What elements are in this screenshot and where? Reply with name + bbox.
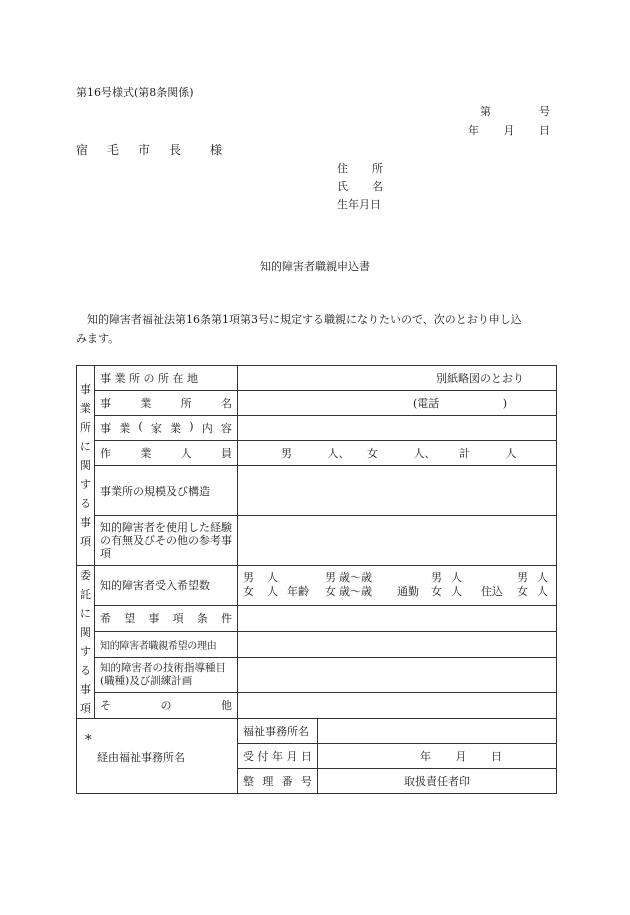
other-value[interactable] bbox=[238, 692, 557, 718]
business-label-char: 業 bbox=[119, 422, 131, 435]
ref-label-char: 号 bbox=[300, 775, 312, 788]
conditions-label-char: 項 bbox=[172, 612, 184, 626]
acceptance-value[interactable] bbox=[238, 566, 557, 606]
row-reason bbox=[77, 632, 557, 658]
other-label bbox=[95, 692, 238, 718]
other-label-char: の bbox=[160, 699, 172, 713]
workers-unit: 人、 bbox=[413, 447, 436, 460]
reason-value[interactable] bbox=[238, 632, 557, 658]
row-acceptance bbox=[77, 566, 557, 606]
received-label-char: 年 bbox=[272, 750, 283, 763]
phone-close: ) bbox=[502, 397, 508, 410]
office-label-char: 業 bbox=[140, 397, 152, 410]
commute-female: 女 bbox=[431, 585, 442, 599]
conditions-label-char: 希 bbox=[100, 612, 111, 626]
addressee-honorific: 様 bbox=[209, 143, 222, 157]
workers-label-char: 業 bbox=[140, 447, 152, 460]
live-in-unit: 人 bbox=[537, 571, 548, 585]
ref-label-char: 整 bbox=[243, 775, 254, 788]
commute-label: 通勤 bbox=[397, 585, 419, 599]
received-label-char: 受 bbox=[243, 750, 254, 763]
business-label-char: 家 bbox=[150, 422, 162, 435]
acceptance-line2 bbox=[241, 585, 553, 599]
addressee bbox=[76, 141, 222, 158]
office-label-char: 所 bbox=[180, 397, 192, 410]
age-female: 女 bbox=[325, 585, 336, 599]
section1-header-char: 所 bbox=[80, 421, 91, 434]
conditions-label-char: 事 bbox=[148, 612, 160, 626]
conditions-label-char: 望 bbox=[124, 612, 136, 626]
handler-seal-cell[interactable]: 取扱責任者印 bbox=[318, 769, 557, 794]
section2-header-char: る bbox=[80, 664, 91, 677]
section1-header-char: に bbox=[80, 440, 91, 453]
live-in-female: 女 bbox=[517, 585, 528, 599]
row-workers bbox=[77, 441, 557, 466]
addressee-char: 市 bbox=[137, 143, 150, 157]
date-year: 年 bbox=[468, 124, 479, 137]
application-form-table bbox=[76, 365, 557, 794]
applicant-birthdate-label: 生年月日 bbox=[337, 198, 381, 211]
form-number: 第16号様式(第8条関係) bbox=[76, 86, 194, 99]
acc-unit: 人 bbox=[267, 571, 278, 585]
page-title: 知的障害者職親申込書 bbox=[260, 260, 370, 273]
doc-no-prefix: 第 bbox=[480, 105, 491, 118]
date-day: 日 bbox=[539, 124, 550, 137]
address-label-char: 所 bbox=[372, 162, 383, 175]
addressee-char: 毛 bbox=[106, 143, 119, 157]
phone-open: (電話 bbox=[413, 397, 440, 410]
row-office-name bbox=[77, 391, 557, 416]
received-label-char: 付 bbox=[257, 750, 269, 763]
section2-header-char: 項 bbox=[80, 702, 91, 715]
received-label-char: 日 bbox=[301, 750, 312, 763]
acc-unit: 人 bbox=[267, 585, 278, 599]
section2-header-char: す bbox=[80, 645, 91, 658]
acceptance-label: 知的障害者受入希望数 bbox=[95, 566, 238, 606]
age-male: 男 bbox=[325, 571, 336, 585]
live-in-male: 男 bbox=[517, 571, 528, 585]
address-label-char: 住 bbox=[337, 162, 348, 175]
reference-number-label bbox=[238, 769, 318, 794]
received-label-char: 月 bbox=[286, 750, 298, 763]
other-label-char: 他 bbox=[221, 699, 232, 713]
workers-male: 男 bbox=[281, 447, 292, 460]
applicant-name-label bbox=[337, 178, 383, 194]
experience-label: 知的障害者を使用した経験の有無及びその他の参考事項 bbox=[95, 516, 238, 566]
document-date bbox=[468, 122, 550, 138]
live-in-unit: 人 bbox=[537, 585, 548, 599]
body-text-line1: 知的障害者福祉法第16条第1項第3号に規定する職親になりたいので、次のとおり申し込 bbox=[87, 313, 522, 326]
addressee-char: 長 bbox=[168, 143, 181, 157]
section2-header-char: 委 bbox=[80, 569, 91, 582]
commute-male: 男 bbox=[431, 571, 442, 585]
workers-label bbox=[95, 441, 238, 466]
conditions-label-char: 件 bbox=[220, 612, 232, 626]
scale-value[interactable] bbox=[238, 466, 557, 516]
body-text-line2: みます。 bbox=[76, 332, 120, 345]
commute-unit: 人 bbox=[451, 585, 462, 599]
section1-header-char: 業 bbox=[80, 402, 91, 415]
business-label-char: ( bbox=[138, 420, 143, 433]
received-date-label bbox=[238, 744, 318, 769]
business-label-char: 業 bbox=[170, 422, 182, 435]
row-welfare-office bbox=[77, 719, 557, 744]
workers-unit: 人 bbox=[505, 447, 517, 460]
via-welfare-office-label: 経由福祉事務所名 bbox=[97, 751, 185, 764]
section2-header-char: に bbox=[80, 607, 91, 620]
row-conditions bbox=[77, 605, 557, 631]
training-label: 知的障害者の技術指導種目(職種)及び訓練計画 bbox=[95, 658, 238, 693]
workers-value[interactable] bbox=[238, 441, 557, 466]
age-label: 年齢 bbox=[287, 585, 309, 599]
row-scale bbox=[77, 466, 557, 516]
row-training bbox=[77, 658, 557, 693]
date-month: 月 bbox=[503, 124, 515, 137]
scale-label: 事業所の規模及び構造 bbox=[95, 466, 238, 516]
live-in-label: 住込 bbox=[481, 585, 503, 599]
section2-header bbox=[77, 566, 95, 719]
experience-value[interactable] bbox=[238, 516, 557, 566]
asterisk-mark: * bbox=[85, 733, 92, 748]
workers-label-char: 人 bbox=[180, 447, 192, 460]
office-label-char: 名 bbox=[220, 397, 232, 410]
conditions-value[interactable] bbox=[238, 605, 557, 631]
other-label-char: そ bbox=[100, 699, 111, 713]
acceptance-line1 bbox=[241, 571, 553, 585]
addressee-char: 宿 bbox=[76, 143, 89, 157]
received-date-value[interactable] bbox=[318, 744, 557, 769]
ref-label-char: 理 bbox=[262, 775, 274, 788]
age-range: 歳〜歳 bbox=[339, 585, 372, 599]
welfare-office-value[interactable] bbox=[318, 719, 557, 744]
workers-label-char: 員 bbox=[220, 447, 232, 460]
section1-header-char: 事 bbox=[80, 383, 91, 396]
section2-header-char: 事 bbox=[80, 683, 91, 696]
doc-no-suffix: 号 bbox=[539, 105, 550, 118]
row-other bbox=[77, 692, 557, 718]
business-label bbox=[95, 416, 238, 441]
document-number bbox=[480, 103, 550, 119]
section2-header-char: 託 bbox=[80, 588, 91, 601]
office-name-value[interactable] bbox=[238, 391, 557, 416]
business-label-char: 事 bbox=[100, 422, 111, 435]
age-range: 歳〜歳 bbox=[339, 571, 372, 585]
row-business bbox=[77, 416, 557, 441]
location-value[interactable]: 別紙略図のとおり bbox=[238, 366, 557, 391]
section1-header bbox=[77, 366, 95, 566]
section1-header-char: 項 bbox=[80, 535, 91, 548]
section1-header-char: 事 bbox=[80, 516, 91, 529]
workers-unit: 人、 bbox=[327, 447, 350, 460]
applicant-address-label bbox=[337, 160, 383, 176]
name-label-char: 名 bbox=[372, 180, 383, 193]
welfare-office-label: 福祉事務所名 bbox=[238, 719, 318, 744]
workers-female: 女 bbox=[367, 447, 378, 460]
section2-header-char: 関 bbox=[80, 626, 91, 639]
name-label-char: 氏 bbox=[337, 180, 348, 193]
office-label-char: 事 bbox=[100, 397, 111, 410]
row-experience bbox=[77, 516, 557, 566]
commute-unit: 人 bbox=[451, 571, 462, 585]
ref-label-char: 番 bbox=[281, 775, 293, 788]
conditions-label-char: 条 bbox=[196, 612, 208, 626]
received-day: 日 bbox=[491, 750, 502, 763]
row-location bbox=[77, 366, 557, 391]
workers-total: 計 bbox=[459, 447, 470, 460]
office-name-label bbox=[95, 391, 238, 416]
conditions-label bbox=[95, 605, 238, 631]
reason-label: 知的障害者職親希望の理由 bbox=[95, 632, 238, 658]
location-label: 事 業 所 の 所 在 地 bbox=[95, 366, 238, 391]
business-label-char: 内 bbox=[201, 422, 213, 435]
via-welfare-office-cell bbox=[77, 719, 238, 794]
received-year: 年 bbox=[420, 750, 431, 763]
training-value[interactable] bbox=[238, 658, 557, 693]
workers-label-char: 作 bbox=[100, 447, 111, 460]
acc-female: 女 bbox=[243, 585, 254, 599]
business-label-char: ) bbox=[189, 420, 194, 433]
business-label-char: 容 bbox=[220, 422, 232, 435]
received-month: 月 bbox=[455, 750, 467, 763]
acc-male: 男 bbox=[243, 571, 254, 585]
section1-header-char: る bbox=[80, 497, 91, 510]
section1-header-char: す bbox=[80, 478, 91, 491]
section1-header-char: 関 bbox=[80, 459, 91, 472]
business-value[interactable] bbox=[238, 416, 557, 441]
